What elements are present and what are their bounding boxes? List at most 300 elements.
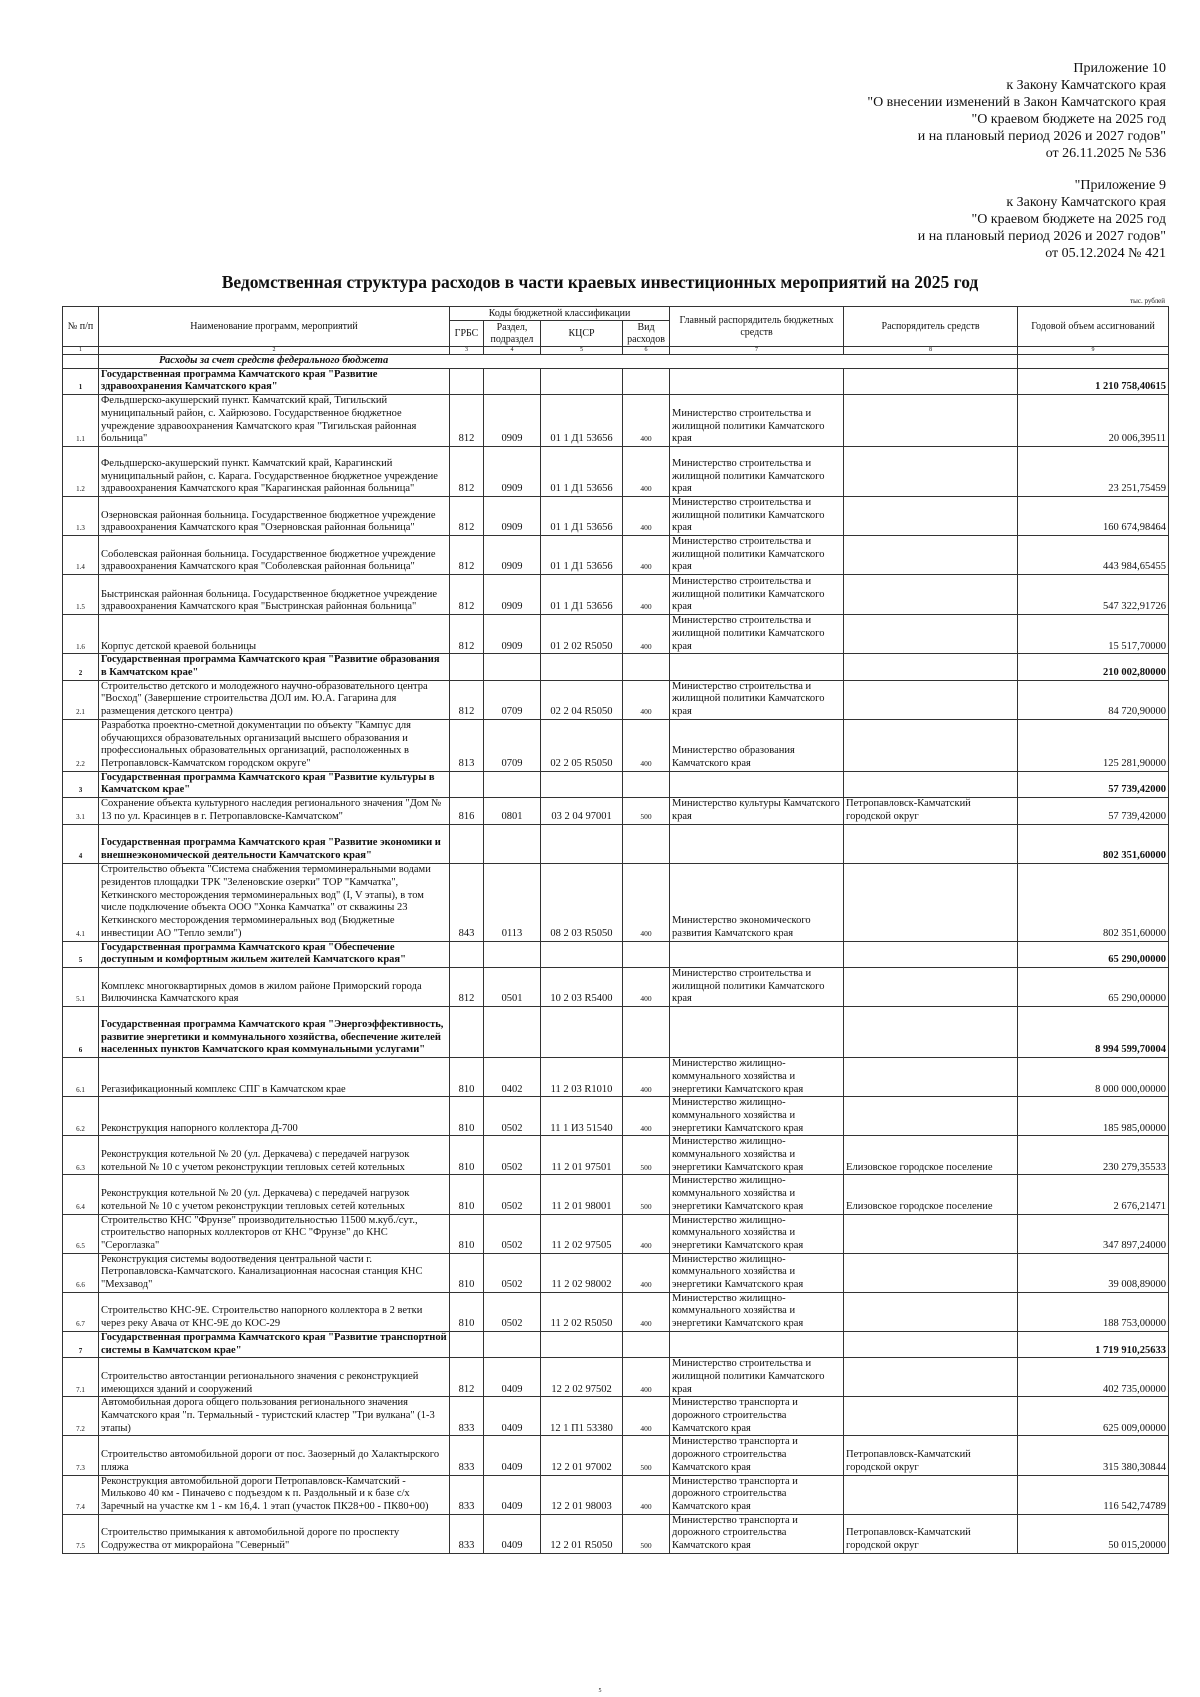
row-razdel: 0909 bbox=[484, 575, 541, 615]
row-number: 2.2 bbox=[63, 719, 99, 771]
row-main-manager: Министерство строительства и жилищной политики Камчатского края bbox=[670, 1358, 844, 1397]
header-no: № п/п bbox=[63, 307, 99, 347]
row-main-manager: Министерство образования Камчатского края bbox=[670, 719, 844, 771]
header-line: "О внесении изменений в Закон Камчатского края bbox=[867, 95, 1166, 110]
row-kcsr: 12 2 01 97002 bbox=[541, 1436, 623, 1475]
row-manager bbox=[844, 1358, 1018, 1397]
row-main-manager bbox=[670, 824, 844, 863]
table-row bbox=[63, 496, 1169, 535]
row-amount: 347 897,24000 bbox=[1018, 1214, 1169, 1253]
row-vid: 400 bbox=[623, 863, 670, 941]
row-main-manager: Министерство строительства и жилищной политики Камчатского края bbox=[670, 615, 844, 654]
header-line: "О краевом бюджете на 2025 год bbox=[971, 112, 1166, 127]
row-number: 6.2 bbox=[63, 1097, 99, 1136]
row-vid: 400 bbox=[623, 1214, 670, 1253]
row-number: 3.1 bbox=[63, 798, 99, 824]
row-main-manager: Министерство жилищно-коммунального хозяйства и энергетики Камчатского края bbox=[670, 1097, 844, 1136]
table-row bbox=[63, 446, 1169, 496]
row-manager: Петропавловск-Камчатский городской округ bbox=[844, 798, 1018, 824]
row-razdel: 0502 bbox=[484, 1097, 541, 1136]
row-number: 6.6 bbox=[63, 1253, 99, 1292]
row-razdel bbox=[484, 654, 541, 680]
column-number: 6 bbox=[623, 347, 670, 355]
table-row bbox=[63, 1397, 1169, 1436]
row-number: 7.4 bbox=[63, 1475, 99, 1514]
row-vid: 500 bbox=[623, 1514, 670, 1553]
header-line: Приложение 10 bbox=[1073, 61, 1166, 76]
header-line: "Приложение 9 bbox=[1074, 178, 1166, 193]
row-number: 6.1 bbox=[63, 1058, 99, 1097]
row-manager bbox=[844, 771, 1018, 797]
row-main-manager: Министерство транспорта и дорожного строительства Камчатского края bbox=[670, 1436, 844, 1475]
row-name: Фельдшерско-акушерский пункт. Камчатский край, Тигильский муниципальный район, с. Хайрюзово. Государственное бюджетное учреждение здравоохранения Камчатского края "Тигильская районная больница" bbox=[99, 395, 450, 447]
header-main-manager: Главный распорядитель бюджетных средств bbox=[670, 307, 844, 347]
table-row bbox=[63, 1253, 1169, 1292]
row-kcsr: 12 1 П1 53380 bbox=[541, 1397, 623, 1436]
row-kcsr: 01 2 02 R5050 bbox=[541, 615, 623, 654]
header-line: к Закону Камчатского края bbox=[1006, 78, 1166, 93]
header-vid: Вид расходов bbox=[623, 321, 670, 347]
row-amount: 315 380,30844 bbox=[1018, 1436, 1169, 1475]
row-manager bbox=[844, 1253, 1018, 1292]
row-grbs: 812 bbox=[450, 575, 484, 615]
row-manager bbox=[844, 863, 1018, 941]
row-name: Строительство КНС-9Е. Строительство напорного коллектора в 2 ветки через реку Авача от КНС-9Е до КОС-29 bbox=[99, 1292, 450, 1331]
row-name: Строительство детского и молодежного научно-образовательного центра "Восход" (Завершение строительства ДОЛ им. Ю.А. Гагарина для размещения детского центра) bbox=[99, 680, 450, 719]
row-razdel: 0502 bbox=[484, 1136, 541, 1175]
row-number: 2 bbox=[63, 654, 99, 680]
header-line: "О краевом бюджете на 2025 год bbox=[971, 212, 1166, 227]
section-title: Расходы за счет средств федерального бюджета bbox=[99, 355, 1018, 369]
row-vid bbox=[623, 1331, 670, 1357]
header-line: и на плановый период 2026 и 2027 годов" bbox=[917, 229, 1166, 244]
row-grbs: 810 bbox=[450, 1214, 484, 1253]
row-kcsr: 11 2 02 R5050 bbox=[541, 1292, 623, 1331]
row-name: Государственная программа Камчатского края "Развитие здравоохранения Камчатского края" bbox=[99, 368, 450, 394]
table-row bbox=[63, 1097, 1169, 1136]
row-amount: 185 985,00000 bbox=[1018, 1097, 1169, 1136]
row-name: Государственная программа Камчатского края "Обеспечение доступным и комфортным жильем жителей Камчатского края" bbox=[99, 941, 450, 967]
row-kcsr bbox=[541, 771, 623, 797]
row-manager bbox=[844, 536, 1018, 575]
row-number: 7.2 bbox=[63, 1397, 99, 1436]
table-row bbox=[63, 1175, 1169, 1214]
row-number: 1.1 bbox=[63, 395, 99, 447]
row-main-manager: Министерство жилищно-коммунального хозяйства и энергетики Камчатского края bbox=[670, 1175, 844, 1214]
row-amount: 57 739,42000 bbox=[1018, 771, 1169, 797]
row-kcsr: 08 2 03 R5050 bbox=[541, 863, 623, 941]
table-row bbox=[63, 395, 1169, 447]
row-razdel: 0409 bbox=[484, 1358, 541, 1397]
row-razdel bbox=[484, 368, 541, 394]
header-line: от 05.12.2024 № 421 bbox=[1045, 246, 1166, 261]
row-vid: 400 bbox=[623, 496, 670, 535]
row-kcsr bbox=[541, 368, 623, 394]
row-vid bbox=[623, 1007, 670, 1058]
row-kcsr: 01 1 Д1 53656 bbox=[541, 446, 623, 496]
row-name: Государственная программа Камчатского края "Развитие транспортной системы в Камчатском крае" bbox=[99, 1331, 450, 1357]
row-number: 1.2 bbox=[63, 446, 99, 496]
row-number: 2.1 bbox=[63, 680, 99, 719]
row-grbs: 843 bbox=[450, 863, 484, 941]
row-main-manager: Министерство транспорта и дорожного строительства Камчатского края bbox=[670, 1475, 844, 1514]
row-number: 6.5 bbox=[63, 1214, 99, 1253]
row-name: Фельдшерско-акушерский пункт. Камчатский край, Карагинский муниципальный район, с. Карага. Государственное бюджетное учреждение здравоохранения Камчатского края "Карагинская районная больница" bbox=[99, 446, 450, 496]
row-razdel: 0709 bbox=[484, 719, 541, 771]
row-vid: 500 bbox=[623, 1136, 670, 1175]
table-row bbox=[63, 1058, 1169, 1097]
row-number: 6.7 bbox=[63, 1292, 99, 1331]
column-number: 1 bbox=[63, 347, 99, 355]
row-kcsr: 11 2 01 97501 bbox=[541, 1136, 623, 1175]
row-kcsr bbox=[541, 654, 623, 680]
row-grbs: 833 bbox=[450, 1514, 484, 1553]
row-amount: 20 006,39511 bbox=[1018, 395, 1169, 447]
row-main-manager: Министерство строительства и жилищной политики Камчатского края bbox=[670, 496, 844, 535]
row-vid bbox=[623, 824, 670, 863]
row-number: 4.1 bbox=[63, 863, 99, 941]
row-manager bbox=[844, 1097, 1018, 1136]
row-name: Строительство автомобильной дороги от пос. Заозерный до Халактырского пляжа bbox=[99, 1436, 450, 1475]
table-row bbox=[63, 615, 1169, 654]
row-razdel bbox=[484, 824, 541, 863]
row-name: Строительство примыкания к автомобильной дороге по проспекту Содружества от микрорайона "Северный" bbox=[99, 1514, 450, 1553]
row-grbs: 812 bbox=[450, 395, 484, 447]
row-amount: 402 735,00000 bbox=[1018, 1358, 1169, 1397]
row-name: Автомобильная дорога общего пользования регионального значения Камчатского края "п. Термальный - туристский кластер "Три вулкана" (1-3 этапы) bbox=[99, 1397, 450, 1436]
row-vid bbox=[623, 654, 670, 680]
row-grbs: 812 bbox=[450, 615, 484, 654]
row-vid: 400 bbox=[623, 1475, 670, 1514]
row-razdel: 0409 bbox=[484, 1475, 541, 1514]
row-amount: 23 251,75459 bbox=[1018, 446, 1169, 496]
row-main-manager: Министерство строительства и жилищной политики Камчатского края bbox=[670, 446, 844, 496]
row-vid: 400 bbox=[623, 1058, 670, 1097]
program-row bbox=[63, 1007, 1169, 1058]
row-number: 7.3 bbox=[63, 1436, 99, 1475]
page-number: 5 bbox=[598, 1688, 602, 1694]
row-kcsr: 11 2 02 97505 bbox=[541, 1214, 623, 1253]
table-row bbox=[63, 1514, 1169, 1553]
row-vid: 400 bbox=[623, 967, 670, 1006]
header-line: от 26.11.2025 № 536 bbox=[1045, 146, 1166, 161]
row-main-manager: Министерство строительства и жилищной политики Камчатского края bbox=[670, 575, 844, 615]
row-razdel: 0409 bbox=[484, 1436, 541, 1475]
row-kcsr: 11 2 02 98002 bbox=[541, 1253, 623, 1292]
row-manager bbox=[844, 941, 1018, 967]
row-manager bbox=[844, 680, 1018, 719]
column-numbers-row bbox=[63, 347, 1169, 355]
table-row bbox=[63, 1214, 1169, 1253]
appendix-header-previous bbox=[918, 177, 1166, 262]
row-kcsr: 03 2 04 97001 bbox=[541, 798, 623, 824]
row-vid: 400 bbox=[623, 1292, 670, 1331]
row-grbs: 812 bbox=[450, 1358, 484, 1397]
row-manager bbox=[844, 1292, 1018, 1331]
row-kcsr: 10 2 03 R5400 bbox=[541, 967, 623, 1006]
column-number: 8 bbox=[844, 347, 1018, 355]
row-main-manager bbox=[670, 368, 844, 394]
row-manager: Петропавловск-Камчатский городской округ bbox=[844, 1436, 1018, 1475]
row-vid: 400 bbox=[623, 680, 670, 719]
row-manager bbox=[844, 395, 1018, 447]
row-razdel: 0801 bbox=[484, 798, 541, 824]
row-amount: 50 015,20000 bbox=[1018, 1514, 1169, 1553]
row-main-manager: Министерство строительства и жилищной политики Камчатского края bbox=[670, 536, 844, 575]
row-kcsr bbox=[541, 1007, 623, 1058]
row-manager bbox=[844, 654, 1018, 680]
row-amount: 230 279,35533 bbox=[1018, 1136, 1169, 1175]
row-vid: 500 bbox=[623, 798, 670, 824]
row-grbs: 810 bbox=[450, 1136, 484, 1175]
row-number: 1.3 bbox=[63, 496, 99, 535]
row-grbs: 812 bbox=[450, 496, 484, 535]
row-main-manager: Министерство строительства и жилищной политики Камчатского края bbox=[670, 680, 844, 719]
row-kcsr: 01 1 Д1 53656 bbox=[541, 536, 623, 575]
row-kcsr: 02 2 05 R5050 bbox=[541, 719, 623, 771]
row-grbs bbox=[450, 824, 484, 863]
row-manager bbox=[844, 368, 1018, 394]
table-row bbox=[63, 1292, 1169, 1331]
row-amount: 8 000 000,00000 bbox=[1018, 1058, 1169, 1097]
row-name: Строительство КНС "Фрунзе" производительностью 11500 м.куб./сут., строительство напорных коллекторов от КНС "Фрунзе" до КНС "Сероглазка" bbox=[99, 1214, 450, 1253]
program-row bbox=[63, 771, 1169, 797]
column-number: 2 bbox=[99, 347, 450, 355]
row-main-manager: Министерство экономического развития Камчатского края bbox=[670, 863, 844, 941]
row-grbs: 833 bbox=[450, 1436, 484, 1475]
row-razdel: 0402 bbox=[484, 1058, 541, 1097]
row-name: Реконструкция автомобильной дороги Петропавловск-Камчатский - Мильково 40 км - Пиначево с подъездом к п. Раздольный и к базе с/х Заречный на участке км 1 - км 16,4. 1 этап (участок ПК28+00 - ПК80+00) bbox=[99, 1475, 450, 1514]
table-row bbox=[63, 536, 1169, 575]
row-number: 6.4 bbox=[63, 1175, 99, 1214]
row-grbs: 810 bbox=[450, 1253, 484, 1292]
row-manager bbox=[844, 824, 1018, 863]
appendix-header-current bbox=[867, 60, 1166, 162]
row-kcsr: 02 2 04 R5050 bbox=[541, 680, 623, 719]
row-vid bbox=[623, 941, 670, 967]
row-amount: 65 290,00000 bbox=[1018, 967, 1169, 1006]
row-razdel: 0909 bbox=[484, 446, 541, 496]
row-kcsr: 11 1 И3 51540 bbox=[541, 1097, 623, 1136]
row-razdel: 0909 bbox=[484, 536, 541, 575]
row-name: Реконструкция котельной № 20 (ул. Деркачева) с передачей нагрузок котельной № 10 с учетом реконструкции тепловых сетей котельных bbox=[99, 1136, 450, 1175]
table-header-row bbox=[63, 307, 1169, 321]
header-razdel: Раздел, подраздел bbox=[484, 321, 541, 347]
row-kcsr: 01 1 Д1 53656 bbox=[541, 575, 623, 615]
row-kcsr: 01 1 Д1 53656 bbox=[541, 395, 623, 447]
row-razdel: 0909 bbox=[484, 496, 541, 535]
row-vid: 400 bbox=[623, 1397, 670, 1436]
row-vid: 400 bbox=[623, 446, 670, 496]
row-name: Комплекс многоквартирных домов в жилом районе Приморский города Вилючинска Камчатского края bbox=[99, 967, 450, 1006]
program-row bbox=[63, 654, 1169, 680]
row-razdel bbox=[484, 941, 541, 967]
row-amount: 116 542,74789 bbox=[1018, 1475, 1169, 1514]
row-grbs: 812 bbox=[450, 536, 484, 575]
row-amount: 1 210 758,40615 bbox=[1018, 368, 1169, 394]
row-number: 7 bbox=[63, 1331, 99, 1357]
row-main-manager bbox=[670, 1007, 844, 1058]
row-manager bbox=[844, 1007, 1018, 1058]
row-amount: 39 008,89000 bbox=[1018, 1253, 1169, 1292]
row-name: Реконструкция напорного коллектора Д-700 bbox=[99, 1097, 450, 1136]
row-main-manager: Министерство строительства и жилищной политики Камчатского края bbox=[670, 967, 844, 1006]
row-grbs: 816 bbox=[450, 798, 484, 824]
row-kcsr: 11 2 03 R1010 bbox=[541, 1058, 623, 1097]
row-amount: 547 322,91726 bbox=[1018, 575, 1169, 615]
row-grbs: 812 bbox=[450, 680, 484, 719]
row-main-manager: Министерство жилищно-коммунального хозяйства и энергетики Камчатского края bbox=[670, 1058, 844, 1097]
row-razdel: 0502 bbox=[484, 1175, 541, 1214]
row-amount: 125 281,90000 bbox=[1018, 719, 1169, 771]
row-amount: 802 351,60000 bbox=[1018, 863, 1169, 941]
row-manager bbox=[844, 446, 1018, 496]
row-kcsr bbox=[541, 824, 623, 863]
row-number: 1.4 bbox=[63, 536, 99, 575]
row-main-manager bbox=[670, 941, 844, 967]
row-grbs: 810 bbox=[450, 1175, 484, 1214]
row-number: 7.1 bbox=[63, 1358, 99, 1397]
row-amount: 84 720,90000 bbox=[1018, 680, 1169, 719]
section-row bbox=[63, 355, 1169, 369]
row-amount: 188 753,00000 bbox=[1018, 1292, 1169, 1331]
document-title: Ведомственная структура расходов в части краевых инвестиционных мероприятий на 2025 год bbox=[221, 272, 979, 292]
column-number: 7 bbox=[670, 347, 844, 355]
table-row bbox=[63, 1436, 1169, 1475]
row-razdel: 0909 bbox=[484, 395, 541, 447]
header-line: к Закону Камчатского края bbox=[1006, 195, 1166, 210]
header-manager: Распорядитель средств bbox=[844, 307, 1018, 347]
expenditure-table bbox=[62, 306, 1169, 1554]
row-amount: 2 676,21471 bbox=[1018, 1175, 1169, 1214]
row-manager: Елизовское городское поселение bbox=[844, 1175, 1018, 1214]
row-vid: 400 bbox=[623, 1097, 670, 1136]
row-razdel: 0502 bbox=[484, 1253, 541, 1292]
row-razdel: 0502 bbox=[484, 1292, 541, 1331]
row-grbs bbox=[450, 368, 484, 394]
row-number: 6 bbox=[63, 1007, 99, 1058]
row-grbs bbox=[450, 1331, 484, 1357]
row-razdel bbox=[484, 1007, 541, 1058]
row-grbs bbox=[450, 1007, 484, 1058]
table-row bbox=[63, 575, 1169, 615]
row-manager: Елизовское городское поселение bbox=[844, 1136, 1018, 1175]
row-name: Озерновская районная больница. Государственное бюджетное учреждение здравоохранения Камчатского края "Озерновская районная больница" bbox=[99, 496, 450, 535]
program-row bbox=[63, 941, 1169, 967]
row-name: Реконструкция системы водоотведения центральной части г. Петропавловска-Камчатского. Канализационная насосная станция КНС "Мехзавод" bbox=[99, 1253, 450, 1292]
row-grbs: 810 bbox=[450, 1292, 484, 1331]
row-vid: 500 bbox=[623, 1436, 670, 1475]
row-kcsr: 12 2 02 97502 bbox=[541, 1358, 623, 1397]
row-amount: 65 290,00000 bbox=[1018, 941, 1169, 967]
row-grbs: 812 bbox=[450, 446, 484, 496]
row-name: Сохранение объекта культурного наследия регионального значения "Дом № 13 по ул. Красинцев в г. Петропавловске-Камчатском" bbox=[99, 798, 450, 824]
header-name: Наименование программ, мероприятий bbox=[99, 307, 450, 347]
row-number: 1.5 bbox=[63, 575, 99, 615]
row-number: 6.3 bbox=[63, 1136, 99, 1175]
program-row bbox=[63, 824, 1169, 863]
row-main-manager: Министерство культуры Камчатского края bbox=[670, 798, 844, 824]
row-main-manager: Министерство транспорта и дорожного строительства Камчатского края bbox=[670, 1514, 844, 1553]
row-grbs: 810 bbox=[450, 1097, 484, 1136]
row-amount: 15 517,70000 bbox=[1018, 615, 1169, 654]
row-name: Реконструкция котельной № 20 (ул. Деркачева) с передачей нагрузок котельной № 10 с учетом реконструкции тепловых сетей котельных bbox=[99, 1175, 450, 1214]
row-grbs: 810 bbox=[450, 1058, 484, 1097]
table-row bbox=[63, 863, 1169, 941]
row-razdel: 0709 bbox=[484, 680, 541, 719]
row-name: Корпус детской краевой больницы bbox=[99, 615, 450, 654]
header-grbs: ГРБС bbox=[450, 321, 484, 347]
row-main-manager bbox=[670, 654, 844, 680]
row-number: 7.5 bbox=[63, 1514, 99, 1553]
row-name: Государственная программа Камчатского края "Развитие образования в Камчатском крае" bbox=[99, 654, 450, 680]
row-razdel bbox=[484, 771, 541, 797]
row-vid: 400 bbox=[623, 1358, 670, 1397]
row-name: Строительство объекта "Система снабжения термоминеральными водами резидентов площадки ТРК "Зеленовские озерки" ТОР "Камчатка", Кеткинского месторождения термоминеральных вод" (I, V этапы), в том числе подключение объекта ООО "Хонка Камчатка" от скважины 23 Кеткинского месторождения термоминеральных вод (Бюджетные инвестиции АО "Тепло земли") bbox=[99, 863, 450, 941]
row-kcsr bbox=[541, 1331, 623, 1357]
row-razdel: 0409 bbox=[484, 1514, 541, 1553]
row-vid: 400 bbox=[623, 575, 670, 615]
row-kcsr bbox=[541, 941, 623, 967]
row-manager bbox=[844, 719, 1018, 771]
row-vid bbox=[623, 368, 670, 394]
row-razdel: 0909 bbox=[484, 615, 541, 654]
header-codes: Коды бюджетной классификации bbox=[450, 307, 670, 321]
column-number: 4 bbox=[484, 347, 541, 355]
table-row bbox=[63, 680, 1169, 719]
row-main-manager: Министерство строительства и жилищной политики Камчатского края bbox=[670, 395, 844, 447]
column-number: 5 bbox=[541, 347, 623, 355]
row-razdel: 0502 bbox=[484, 1214, 541, 1253]
row-kcsr: 01 1 Д1 53656 bbox=[541, 496, 623, 535]
table-row bbox=[63, 1475, 1169, 1514]
row-amount: 160 674,98464 bbox=[1018, 496, 1169, 535]
row-manager: Петропавловск-Камчатский городской округ bbox=[844, 1514, 1018, 1553]
row-razdel: 0501 bbox=[484, 967, 541, 1006]
row-grbs: 812 bbox=[450, 967, 484, 1006]
row-name: Государственная программа Камчатского края "Развитие экономики и внешнеэкономической деятельности Камчатского края" bbox=[99, 824, 450, 863]
table-row bbox=[63, 1358, 1169, 1397]
header-kcsr: КЦСР bbox=[541, 321, 623, 347]
row-vid bbox=[623, 771, 670, 797]
row-name: Строительство автостанции регионального значения с реконструкцией имеющихся зданий и сооружений bbox=[99, 1358, 450, 1397]
row-main-manager: Министерство жилищно-коммунального хозяйства и энергетики Камчатского края bbox=[670, 1292, 844, 1331]
header-line: и на плановый период 2026 и 2027 годов" bbox=[917, 129, 1166, 144]
row-name: Государственная программа Камчатского края "Энергоэффективность, развитие энергетики и коммунального хозяйства, обеспечение жителей населенных пунктов Камчатского края коммунальными услугами" bbox=[99, 1007, 450, 1058]
row-razdel: 0113 bbox=[484, 863, 541, 941]
row-razdel: 0409 bbox=[484, 1397, 541, 1436]
row-kcsr: 11 2 01 98001 bbox=[541, 1175, 623, 1214]
units-label: тыс. рублей bbox=[1130, 297, 1165, 305]
row-grbs bbox=[450, 941, 484, 967]
row-vid: 400 bbox=[623, 1253, 670, 1292]
row-manager bbox=[844, 496, 1018, 535]
column-number: 9 bbox=[1018, 347, 1169, 355]
row-manager bbox=[844, 967, 1018, 1006]
column-number: 3 bbox=[450, 347, 484, 355]
row-main-manager bbox=[670, 771, 844, 797]
row-vid: 400 bbox=[623, 395, 670, 447]
row-grbs: 833 bbox=[450, 1397, 484, 1436]
table-row bbox=[63, 967, 1169, 1006]
row-manager bbox=[844, 615, 1018, 654]
row-number: 3 bbox=[63, 771, 99, 797]
row-number: 5.1 bbox=[63, 967, 99, 1006]
table-row bbox=[63, 1136, 1169, 1175]
row-name: Быстринская районная больница. Государственное бюджетное учреждение здравоохранения Камчатского края "Быстринская районная больница" bbox=[99, 575, 450, 615]
row-main-manager bbox=[670, 1331, 844, 1357]
row-number: 4 bbox=[63, 824, 99, 863]
